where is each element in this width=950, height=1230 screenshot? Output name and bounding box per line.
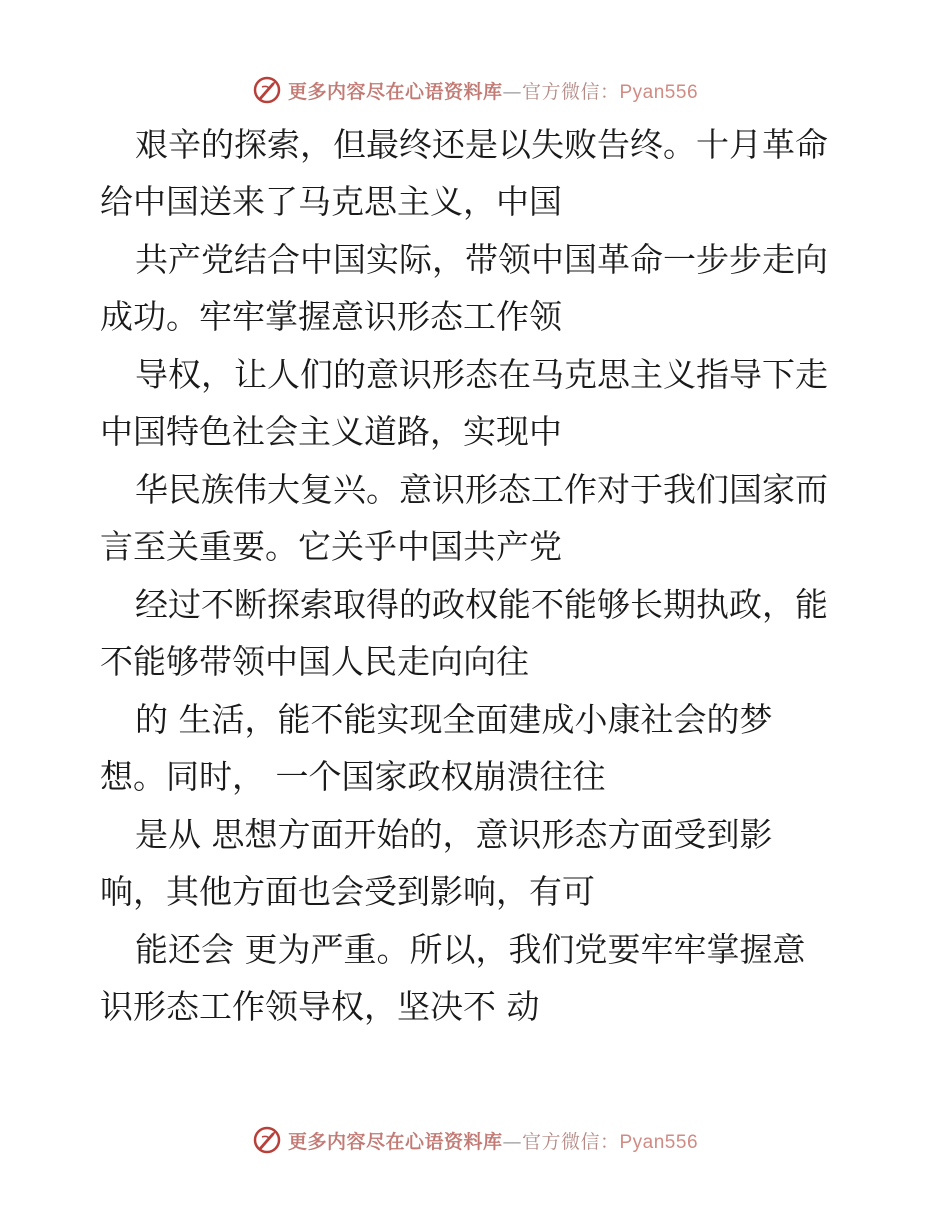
text-line: 共产党结合中国实际，带领中国革命一步步走向 — [135, 240, 828, 279]
header-wechat-id: Pyan556 — [619, 81, 699, 103]
quill-logo-icon — [252, 1125, 282, 1155]
text-line: 不能够带领中国人民走向向往 — [100, 642, 529, 681]
text-line: 成功。牢牢掌握意识形态工作领 — [100, 297, 562, 336]
header-brand: 更多内容尽在心语资料库 — [287, 80, 503, 103]
text-line: 言至关重要。它关乎中国共产党 — [100, 527, 562, 566]
text-line: 想。同时， 一个国家政权崩溃往往 — [100, 757, 606, 796]
text-line: 导权，让人们的意识形态在马克思主义指导下走 — [135, 355, 828, 394]
header-separator: — — [502, 80, 522, 103]
footer-wechat-id: Pyan556 — [619, 1131, 699, 1153]
text-line: 艰辛的探索，但最终还是以失败告终。十月革命 — [135, 125, 828, 164]
text-line: 是从 思想方面开始的，意识形态方面受到影 — [135, 815, 773, 854]
header-banner — [0, 70, 950, 110]
quill-logo-icon — [252, 75, 282, 105]
footer-brand: 更多内容尽在心语资料库 — [287, 1130, 503, 1153]
text-line: 识形态工作领导权，坚决不 动 — [100, 987, 540, 1026]
footer-separator: — — [502, 1130, 522, 1153]
text-line: 的 生活，能不能实现全面建成小康社会的梦 — [135, 700, 773, 739]
text-line: 经过不断探索取得的政权能不能够长期执政，能 — [135, 585, 828, 624]
text-line: 能还会 更为严重。所以，我们党要牢牢掌握意 — [135, 930, 806, 969]
text-line: 华民族伟大复兴。意识形态工作对于我们国家而 — [135, 470, 828, 509]
text-line: 响，其他方面也会受到影响，有可 — [100, 872, 595, 911]
text-line: 中国特色社会主义道路，实现中 — [100, 412, 562, 451]
text-line: 给中国送来了马克思主义，中国 — [100, 182, 562, 221]
header-label: 官方微信： — [521, 80, 620, 103]
footer-label: 官方微信： — [521, 1130, 620, 1153]
footer-banner — [0, 1120, 950, 1160]
